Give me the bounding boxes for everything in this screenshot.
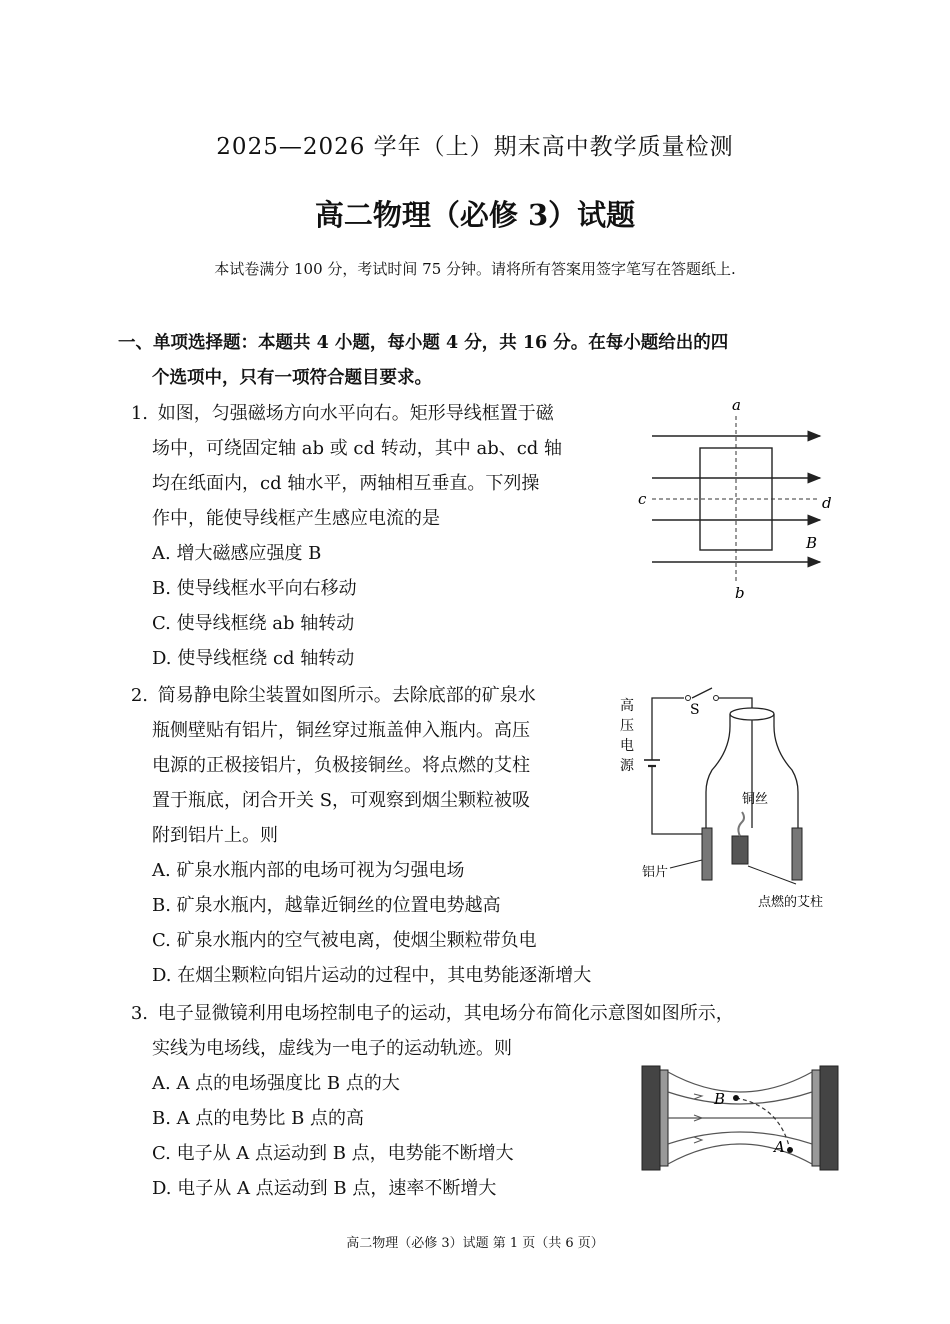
aluminum-plate-right xyxy=(792,828,802,880)
question-number: 3. xyxy=(130,1003,148,1024)
question-text-line: 场中，可绕固定轴 ab 或 cd 转动，其中 ab、cd 轴 xyxy=(152,438,563,459)
question-3 xyxy=(118,996,734,1031)
label-a: a xyxy=(732,396,741,414)
option-d: D. 电子从 A 点运动到 B 点，速率不断增大 xyxy=(152,1178,497,1199)
option-d: D. 在烟尘颗粒向铝片运动的过程中，其电势能逐渐增大 xyxy=(152,965,592,986)
switch-contact xyxy=(714,696,719,701)
question-text-line: 电子显微镜利用电场控制电子的运动，其电场分布简化示意图如图所示， xyxy=(157,1003,734,1024)
question-text-line: 置于瓶底，闭合开关 S，可观察到烟尘颗粒被吸 xyxy=(152,790,531,811)
section-heading-line2: 个选项中，只有一项符合题目要求。 xyxy=(152,368,432,388)
copper-wire-label: 铜丝 xyxy=(742,792,769,807)
label-d: d xyxy=(822,494,832,512)
switch-blade xyxy=(692,688,712,698)
question-1 xyxy=(118,396,554,431)
question-text-line: 电源的正极接铝片，负极接铜丝。将点燃的艾柱 xyxy=(152,755,530,776)
magnetic-field-figure xyxy=(630,396,840,602)
field-line xyxy=(668,1092,812,1104)
pointer-line xyxy=(670,860,702,868)
question-text-line: 作中，能使导线框产生感应电流的是 xyxy=(152,508,440,529)
power-label-char: 源 xyxy=(620,758,634,774)
electrode-left-inner xyxy=(660,1070,668,1166)
power-label-char: 高 xyxy=(620,698,634,714)
circuit-wire xyxy=(652,698,684,760)
circuit-wire xyxy=(719,698,752,708)
exam-title: 2025—2026 学年（上）期末高中教学质量检测 xyxy=(216,134,734,160)
option-d: D. 使导线框绕 cd 轴转动 xyxy=(152,648,355,669)
label-point-b: B xyxy=(714,1090,726,1108)
bottle-cap xyxy=(730,708,774,720)
field-arrow xyxy=(694,1137,702,1143)
field-line xyxy=(668,1144,812,1164)
label-point-a: A xyxy=(774,1138,785,1156)
aluminum-plate-left xyxy=(702,828,712,880)
field-line xyxy=(668,1072,812,1092)
option-a: A. A 点的电场强度比 B 点的大 xyxy=(152,1073,400,1094)
page-footer: 高二物理（必修 3）试题 第 1 页（共 6 页） xyxy=(346,1236,604,1251)
question-text-line: 瓶侧壁贴有铝片，铜丝穿过瓶盖伸入瓶内。高压 xyxy=(152,720,530,741)
question-text-line: 实线为电场线，虚线为一电子的运动轨迹。则 xyxy=(152,1038,512,1059)
option-b: B. 使导线框水平向右移动 xyxy=(152,578,357,599)
electrode-left xyxy=(642,1066,660,1170)
moxa-label: 点燃的艾柱 xyxy=(758,895,824,910)
circuit-wire xyxy=(652,766,706,834)
section-heading-line1: 一、单项选择题：本题共 4 小题，每小题 4 分，共 16 分。在每小题给出的四 xyxy=(118,333,729,353)
option-a: A. 增大磁感应强度 B xyxy=(152,543,322,564)
pointer-line xyxy=(748,866,796,884)
electrode-right-inner xyxy=(812,1070,820,1166)
field-line xyxy=(668,1132,812,1144)
label-c: c xyxy=(638,490,647,508)
option-b: B. A 点的电势比 B 点的高 xyxy=(152,1108,365,1129)
exam-notice: 本试卷满分 100 分，考试时间 75 分钟。请将所有答案用签字笔写在答题纸上. xyxy=(214,260,736,278)
field-arrow xyxy=(694,1094,702,1099)
dust-removal-figure xyxy=(612,680,842,915)
label-b: b xyxy=(735,584,745,602)
question-2 xyxy=(118,678,536,713)
power-label-char: 压 xyxy=(620,718,634,734)
aluminum-label: 铝片 xyxy=(642,865,669,880)
option-c: C. 使导线框绕 ab 轴转动 xyxy=(152,613,355,634)
question-text-line: 简易静电除尘装置如图所示。去除底部的矿泉水 xyxy=(157,685,536,706)
option-c: C. 电子从 A 点运动到 B 点，电势能不断增大 xyxy=(152,1143,514,1164)
label-field-b: B xyxy=(806,534,818,552)
point-b xyxy=(733,1095,739,1101)
question-text-line: 附到铝片上。则 xyxy=(152,825,278,846)
subject-title: 高二物理（必修 3）试题 xyxy=(314,198,636,232)
power-label-char: 电 xyxy=(620,738,634,754)
question-number: 1. xyxy=(130,403,148,424)
electrode-right xyxy=(820,1066,838,1170)
switch-contact xyxy=(686,696,691,701)
moxa-stick xyxy=(732,836,748,864)
question-number: 2. xyxy=(130,685,148,706)
option-c: C. 矿泉水瓶内的空气被电离，使烟尘颗粒带负电 xyxy=(152,930,537,951)
switch-label: S xyxy=(690,702,700,718)
smoke xyxy=(738,812,744,836)
electron-microscope-field-figure xyxy=(640,1058,840,1176)
point-a xyxy=(787,1147,793,1153)
option-b: B. 矿泉水瓶内，越靠近铜丝的位置电势越高 xyxy=(152,895,501,916)
question-text-line: 均在纸面内，cd 轴水平，两轴相互垂直。下列操 xyxy=(152,473,540,494)
question-text-line: 如图，匀强磁场方向水平向右。矩形导线框置于磁 xyxy=(157,403,554,424)
option-a: A. 矿泉水瓶内部的电场可视为匀强电场 xyxy=(152,860,465,881)
